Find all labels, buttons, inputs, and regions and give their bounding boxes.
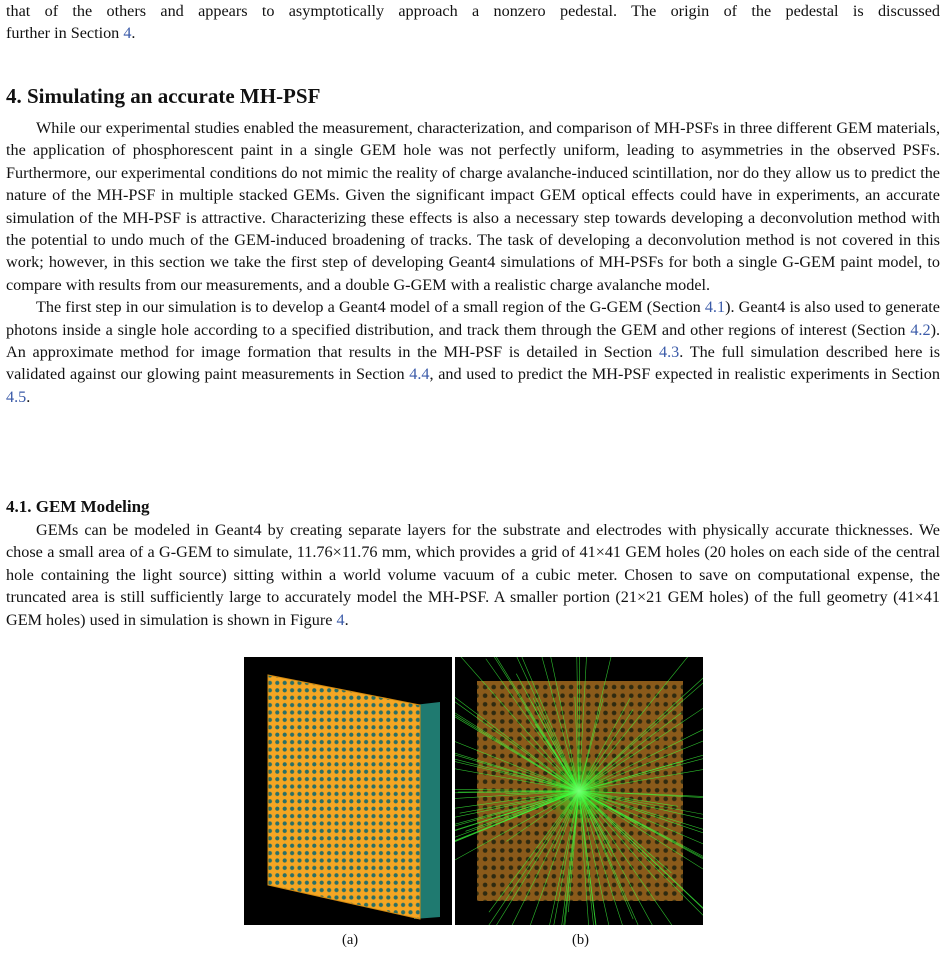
section-4-paragraph-2: The first step in our simulation is to develop a Geant4 model of a small region of the G-GEM (Section 4.1). Geant4 is also used to generate photons inside a single hole according to a specified distribution, and track them through the GEM and other regions of interest (Section 4.2). An approximate method for image formation that results in the MH-PSF is detailed in Section 4.3. The full simulation described here is validated against our glowing paint measurements in Section 4.4, and used to predict the MH-PSF expected in realistic experiments in Section 4.5. <box>6 298 941 406</box>
intro-line-2: further in Section 4. <box>6 24 136 43</box>
section-4-body <box>6 117 940 408</box>
figure-caption-b: (b) <box>572 932 589 948</box>
section-link[interactable]: 4.3 <box>658 343 680 362</box>
section-link[interactable]: 4.1 <box>704 298 726 317</box>
section-link[interactable]: 4.2 <box>910 320 931 339</box>
figure-caption-a: (a) <box>342 932 359 948</box>
intro-paragraph <box>6 0 940 45</box>
section-4-1-body <box>6 519 940 631</box>
section-4-heading: 4. Simulating an accurate MH-PSF <box>6 84 321 108</box>
section-link[interactable]: 4.5 <box>6 387 27 406</box>
figure-link[interactable]: 4 <box>336 610 345 629</box>
section-link[interactable]: 4.4 <box>409 365 430 384</box>
figure-4a-gem-model <box>244 657 452 925</box>
section-4-paragraph-1: While our experimental studies enabled the measurement, characterization, and comparison of MH-PSFs in three different GEM materials, the application of phosphorescent paint in a single GEM hole was not perfectly uniform, leading to asymmetries in the observed PSFs. Furthermore, our experimental conditions do not mimic the reality of charge avalanche-induced scintillation, nor do they allow us to predict the nature of the MH-PSF in multiple stacked GEMs. Given the significant impact GEM optical effects could have in experiments, an accurate simulation of the MH-PSF is attractive. Characterizing these effects is also a necessary step towards developing a deconvolution method with the potential to undo much of the GEM-induced broadening of tracks. The task of developing a deconvolution method is not covered in this work; however, in this section we take the first step of developing Geant4 simulations of MH-PSFs for both a single G-GEM paint model, to compare with results from our measurements, and a double G-GEM with a realistic charge avalanche model. <box>6 119 940 294</box>
section-4-1-heading: 4.1. GEM Modeling <box>6 497 150 516</box>
photon-tracks-render <box>455 657 703 925</box>
intro-line-1: that of the others and appears to asymptotically approach a nonzero pedestal. The origin of the pedestal is discussed <box>6 2 940 20</box>
figure-4b-photon-tracks <box>455 657 703 925</box>
section-link[interactable]: 4 <box>123 24 132 43</box>
section-4-1-paragraph: GEMs can be modeled in Geant4 by creating separate layers for the substrate and electrodes with physically accurate thicknesses. We chose a small area of a G-GEM to simulate, 11.76×11.76 mm, which provides a grid of 41×41 GEM holes (20 holes on each side of the central hole containing the light source) sitting within a world volume vacuum of a cubic meter. Chosen to save on computational expense, the truncated area is still sufficiently large to accurately model the MH-PSF. A smaller portion (21×21 GEM holes) of the full geometry (41×41 GEM holes) used in simulation is shown in Figure 4. <box>6 521 940 629</box>
gem-3d-render <box>244 657 452 925</box>
